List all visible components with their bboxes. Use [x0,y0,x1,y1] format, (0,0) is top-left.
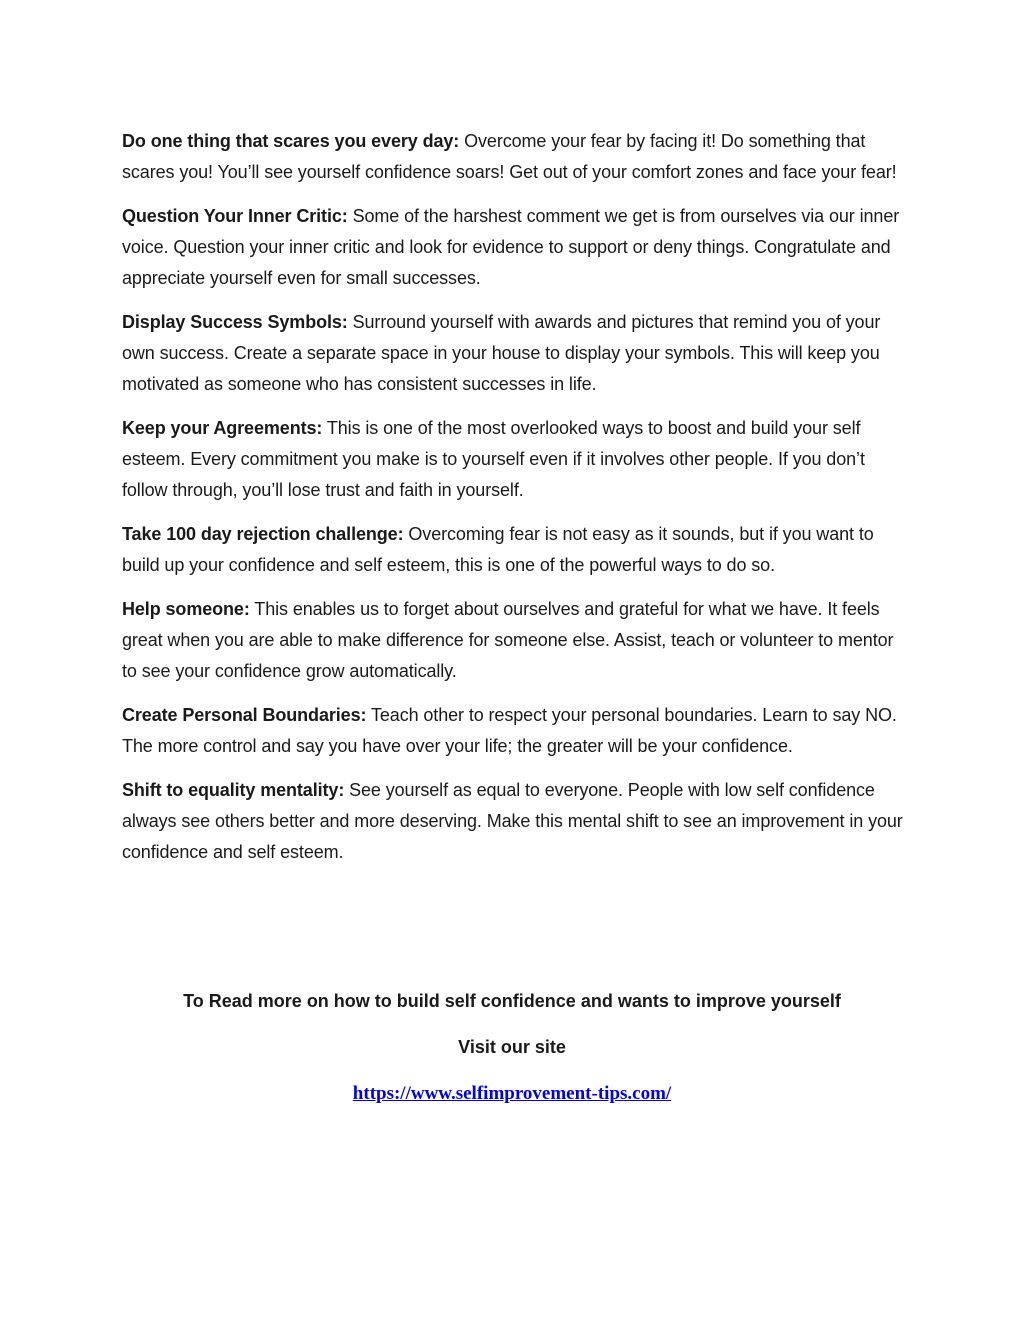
tip-body: This is one of the most overlooked ways to boost and build your self esteem. Every commitment you make is to yourself even if it involves other people. If you don’t follow through, you’ll lose trust and faith in yourself. [122,418,865,500]
tip-heading: Help someone: [122,599,250,619]
tip-body: This enables us to forget about ourselves and grateful for what we have. It feels great when you are able to make difference for someone else. Assist, teach or volunteer to mentor to see your confidence grow automatically. [122,599,894,681]
tip-paragraph-7 [122,700,912,762]
tip-paragraph-5 [122,519,912,581]
tip-body: Surround yourself with awards and pictures that remind you of your own success. Create a separate space in your house to display your symbols. This will keep you motivated as someone who has consistent successes in life. [122,312,881,394]
site-link[interactable]: https://www.selfimprovement-tips.com/ [352,1083,672,1104]
tip-heading: Keep your Agreements: [122,418,323,438]
tip-body: Overcoming fear is not easy as it sounds, but if you want to build up your confidence and self esteem, this is one of the powerful ways to do so. [122,524,874,575]
tip-heading: Do one thing that scares you every day: [122,131,460,151]
tip-body: Teach other to respect your personal boundaries. Learn to say NO. The more control and say you have over your life; the greater will be your confidence. [122,705,897,756]
tip-paragraph-1 [122,126,912,188]
tip-paragraph-2 [122,201,912,294]
tip-body: Some of the harshest comment we get is from ourselves via our inner voice. Question your inner critic and look for evidence to support or deny things. Congratulate and appreciate yourself even for small successes. [122,206,900,288]
tip-body: See yourself as equal to everyone. People with low self confidence always see others better and more deserving. Make this mental shift to see an improvement in your confidence and self esteem. [122,780,903,862]
visit-site-line: Visit our site [458,1037,566,1057]
tip-paragraph-4 [122,413,912,506]
tip-body: Overcome your fear by facing it! Do something that scares you! You’ll see yourself confidence soars! Get out of your comfort zones and face your fear! [122,131,897,182]
tip-heading: Take 100 day rejection challenge: [122,524,404,544]
tip-heading: Question Your Inner Critic: [122,206,348,226]
tip-paragraph-6 [122,594,912,687]
tip-heading: Create Personal Boundaries: [122,705,367,725]
read-more-line: To Read more on how to build self confidence and wants to improve yourself [183,991,841,1011]
site-link-container [0,1083,1024,1105]
tip-paragraph-3 [122,307,912,400]
tip-heading: Display Success Symbols: [122,312,348,332]
tip-paragraph-8 [122,775,912,868]
document-body [122,126,912,881]
tip-heading: Shift to equality mentality: [122,780,345,800]
